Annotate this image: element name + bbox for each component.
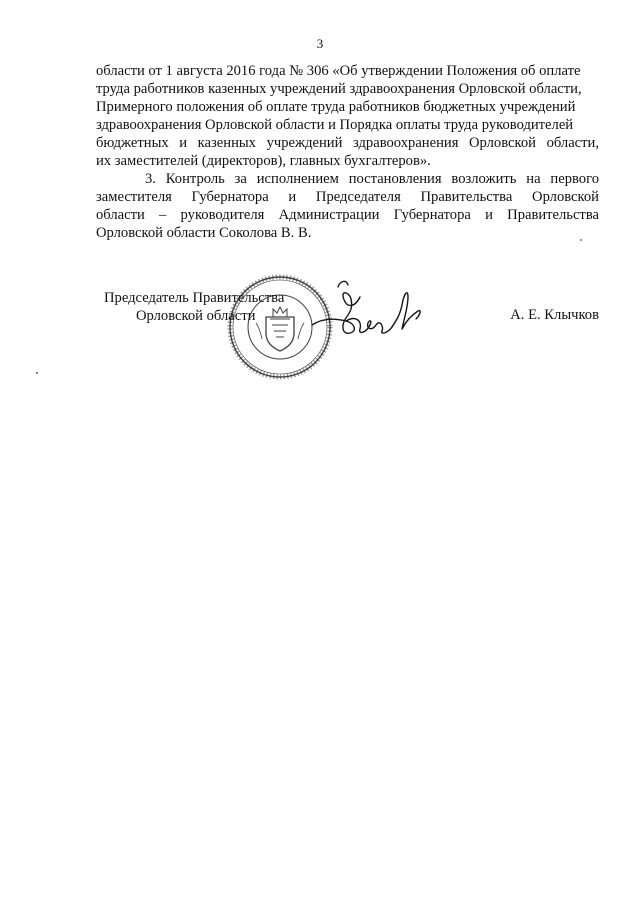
text-line: 3. Контроль за исполнением постановления возложить на первого — [145, 171, 599, 187]
paragraph-2 — [96, 170, 599, 242]
scan-speck — [36, 372, 38, 374]
text-line: Орловской области Соколова В. В. — [96, 225, 312, 241]
text-line: их заместителей (директоров), главных бухгалтеров». — [96, 153, 431, 169]
text-line: бюджетных и казенных учреждений здравоохранения Орловской области, — [96, 135, 599, 151]
text-line: области от 1 августа 2016 года № 306 «Об утверждении Положения об оплате — [96, 63, 581, 79]
text-line: Примерного положения об оплате труда работников бюджетных учреждений — [96, 99, 576, 115]
text-line: области – руководителя Администрации Губернатора и Правительства — [96, 207, 599, 223]
page-number: 3 — [316, 36, 324, 51]
text-line: заместителя Губернатора и Председателя Правительства Орловской — [96, 189, 599, 205]
paragraph-1 — [96, 62, 599, 170]
text-line: труда работников казенных учреждений здравоохранения Орловской области, — [96, 81, 582, 97]
scan-speck — [580, 239, 582, 241]
position-line-2: Орловской области — [136, 308, 256, 324]
signatory-name: А. Е. Клычков — [510, 307, 599, 323]
text-line: здравоохранения Орловской области и Порядка оплаты труда руководителей — [96, 117, 574, 133]
position-line-1: Председатель Правительства — [104, 290, 285, 306]
handwritten-signature — [310, 275, 428, 347]
